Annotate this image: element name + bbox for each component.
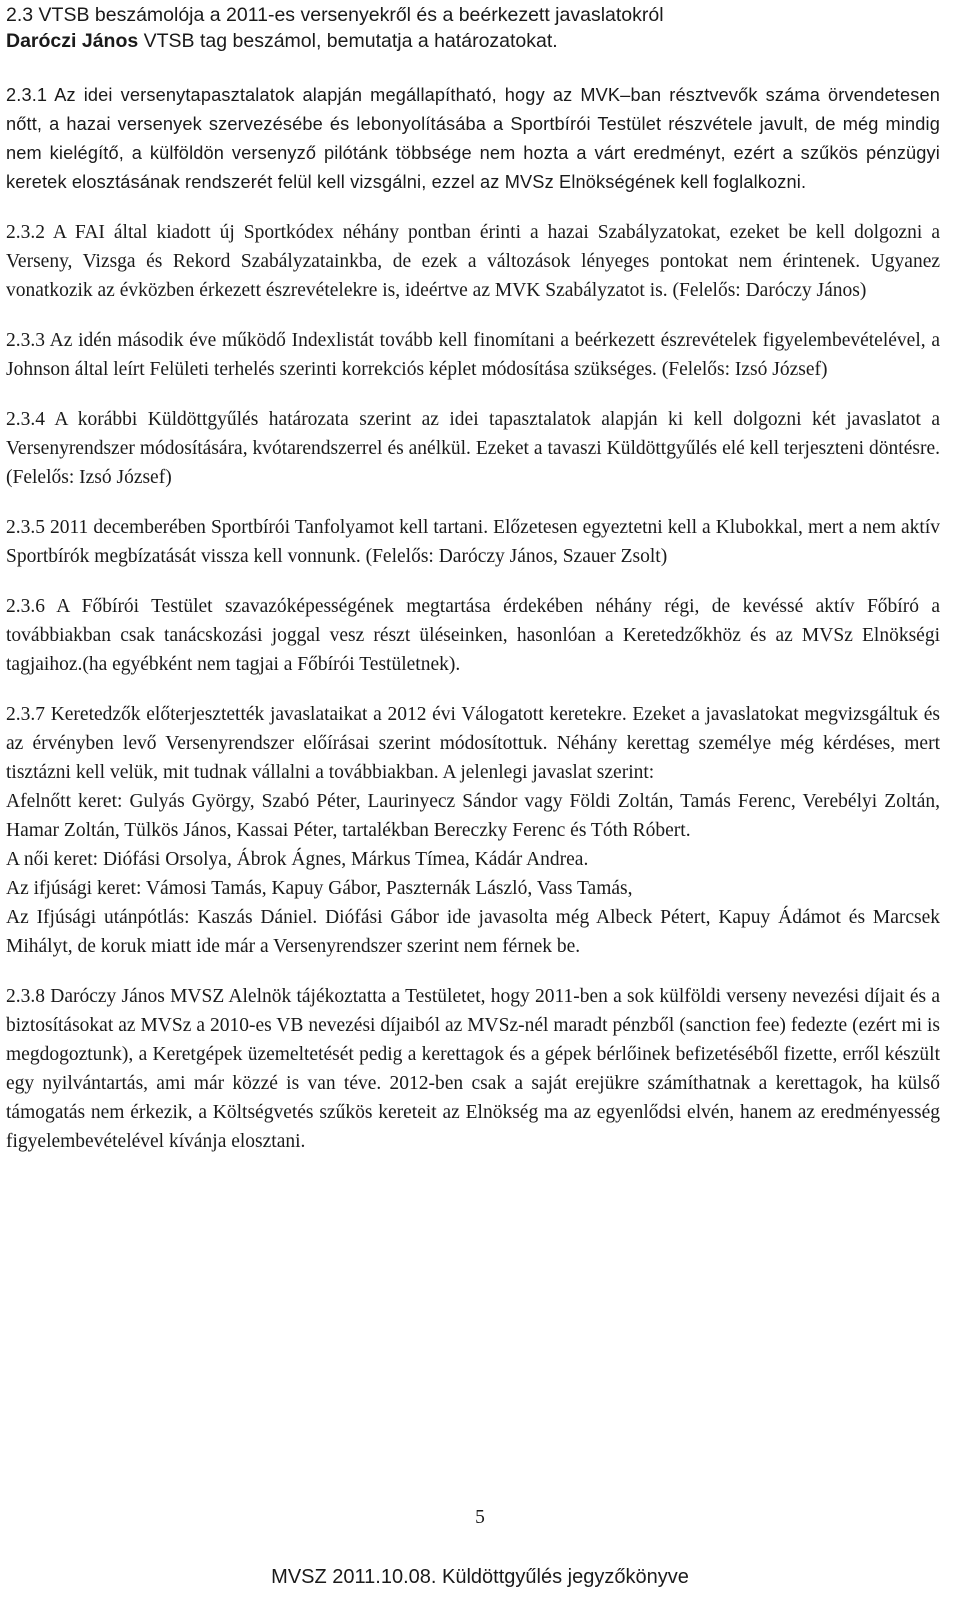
document-body — [6, 81, 940, 1156]
paragraph-2-3-2: 2.3.2 A FAI által kiadott új Sportkódex néhány pontban érinti a hazai Szabályzatokat, ezeket be kell dolgozni a Verseny, Vizsga és Rekord Szabályzatainkba, de ezek a változások lényeges pontokat nem érintenek. Ugyanez vonatkozik az évközben érkezett észrevételekre is, ideértve az MVK Szabályzatot is. (Felelős: Daróczy János) — [6, 222, 940, 301]
heading-subtitle — [6, 28, 946, 54]
page-footer: MVSZ 2011.10.08. Küldöttgyűlés jegyzőkönyve — [271, 1566, 689, 1588]
youth-reserve-list: Az Ifjúsági utánpótlás: Kaszás Dániel. Diófási Gábor ide javasolta még Albeck Pétert, Kapuy Ádámot és Marcsek Mihályt, de koruk miatt ide már a Versenyrendszer szerint nem férnek be. — [6, 907, 940, 957]
youth-team-list: Az ifjúsági keret: Vámosi Tamás, Kapuy Gábor, Paszternák László, Vass Tamás, — [6, 878, 633, 899]
paragraph-2-3-6: 2.3.6 A Főbírói Testület szavazóképességének megtartása érdekében néhány régi, de kevéssé aktív Főbíró a továbbiakban csak tanácskozási joggal vesz részt üléseinken, hasonlóan a Keretedzőkhöz és az MVSz Elnökségi tagjaihoz.(ha egyébként nem tagjai a Főbírói Testületnek). — [6, 596, 940, 675]
section-heading — [6, 2, 946, 54]
paragraph-2-3-8: 2.3.8 Daróczy János MVSZ Alelnök tájékoztatta a Testületet, hogy 2011-ben a sok külföldi verseny nevezési díjait és a biztosításokat az MVSz a 2010-es VB nevezési díjaiból az MVSz-nél maradt pénzből (sanction fee) fedezte (ezért mi is megdogoztunk), a Keretgépek üzemeltetését pedig a kerettagok és a gépek bérlőinek befizetéséből fizette, erről készült egy nyilvántartás, ami már közzé is van téve. 2012-ben csak a saját erejükre számíthatnak a kerettagok, ha külső támogatás nem érkezik, a Költségvetés szűkös kereteit az Elnökség ma az egyenlődsi elvén, hanem az eredményesség figyelembevételével kívánja elosztani. — [6, 986, 940, 1152]
heading-title: 2.3 VTSB beszámolója a 2011-es versenyekről és a beérkezett javaslatokról — [6, 4, 664, 26]
women-team-list: A női keret: Diófási Orsolya, Ábrok Ágnes, Márkus Tímea, Kádár Andrea. — [6, 849, 589, 870]
heading-author: Daróczi János — [6, 30, 139, 52]
page-number: 5 — [475, 1507, 485, 1528]
paragraph-2-3-3: 2.3.3 Az idén második éve működő Indexlistát tovább kell finomítani a beérkezett észrevételek figyelembevételével, a Johnson által leírt Felületi terhelés szerinti korrekciós képlet módosítása szükséges. (Felelős: Izsó József) — [6, 330, 940, 380]
paragraph-2-3-4: 2.3.4 A korábbi Küldöttgyűlés határozata szerint az idei tapasztalatok alapján ki kell dolgozni két javaslatot a Versenyrendszer módosítására, kvótarendszerrel és anélkül. Ezeket a tavaszi Küldöttgyűlés elé kell terjeszteni döntésre. (Felelős: Izsó József) — [6, 409, 940, 488]
paragraph-2-3-5: 2.3.5 2011 decemberében Sportbírói Tanfolyamot kell tartani. Előzetesen egyeztetni kell a Klubokkal, mert a nem aktív Sportbírók megbízatását vissza kell vonnunk. (Felelős: Daróczy János, Szauer Zsolt) — [6, 517, 940, 567]
adult-team-list: Afelnőtt keret: Gulyás György, Szabó Péter, Laurinyecz Sándor vagy Földi Zoltán, Tamás Ferenc, Verebélyi Zoltán, Hamar Zoltán, Tülkös János, Kassai Péter, tartalékban Bereczky Ferenc és Tóth Róbert. — [6, 791, 940, 841]
paragraph-2-3-7: 2.3.7 Keretedzők előterjesztették javaslataikat a 2012 évi Válogatott keretekre. Ezeket a javaslatokat megvizsgáltuk és az érvényben levő Versenyrendszer előírásai szerint módosítottuk. Néhány kerettag személye még kérdéses, mert tisztázni kell velük, mit tudnak vállalni a továbbiakban. A jelenlegi javaslat szerint: — [6, 704, 940, 783]
heading-description: VTSB tag beszámol, bemutatja a határozatokat. — [138, 30, 558, 52]
paragraph-2-3-1: 2.3.1 Az idei versenytapasztalatok alapján megállapítható, hogy az MVK–ban résztvevők száma örvendetesen nőtt, a hazai versenyek szervezésébe és lebonyolításába a Sportbírói Testület részvétele javult, de még mindig nem kielégítő, a külföldön versenyző pilótánk többsége nem hozta a várt eredményt, ezért a szűkös pénzügyi keretek elosztásának rendszerét felül kell vizsgálni, ezzel az MVSz Elnökségének kell foglalkozni. — [6, 85, 940, 192]
